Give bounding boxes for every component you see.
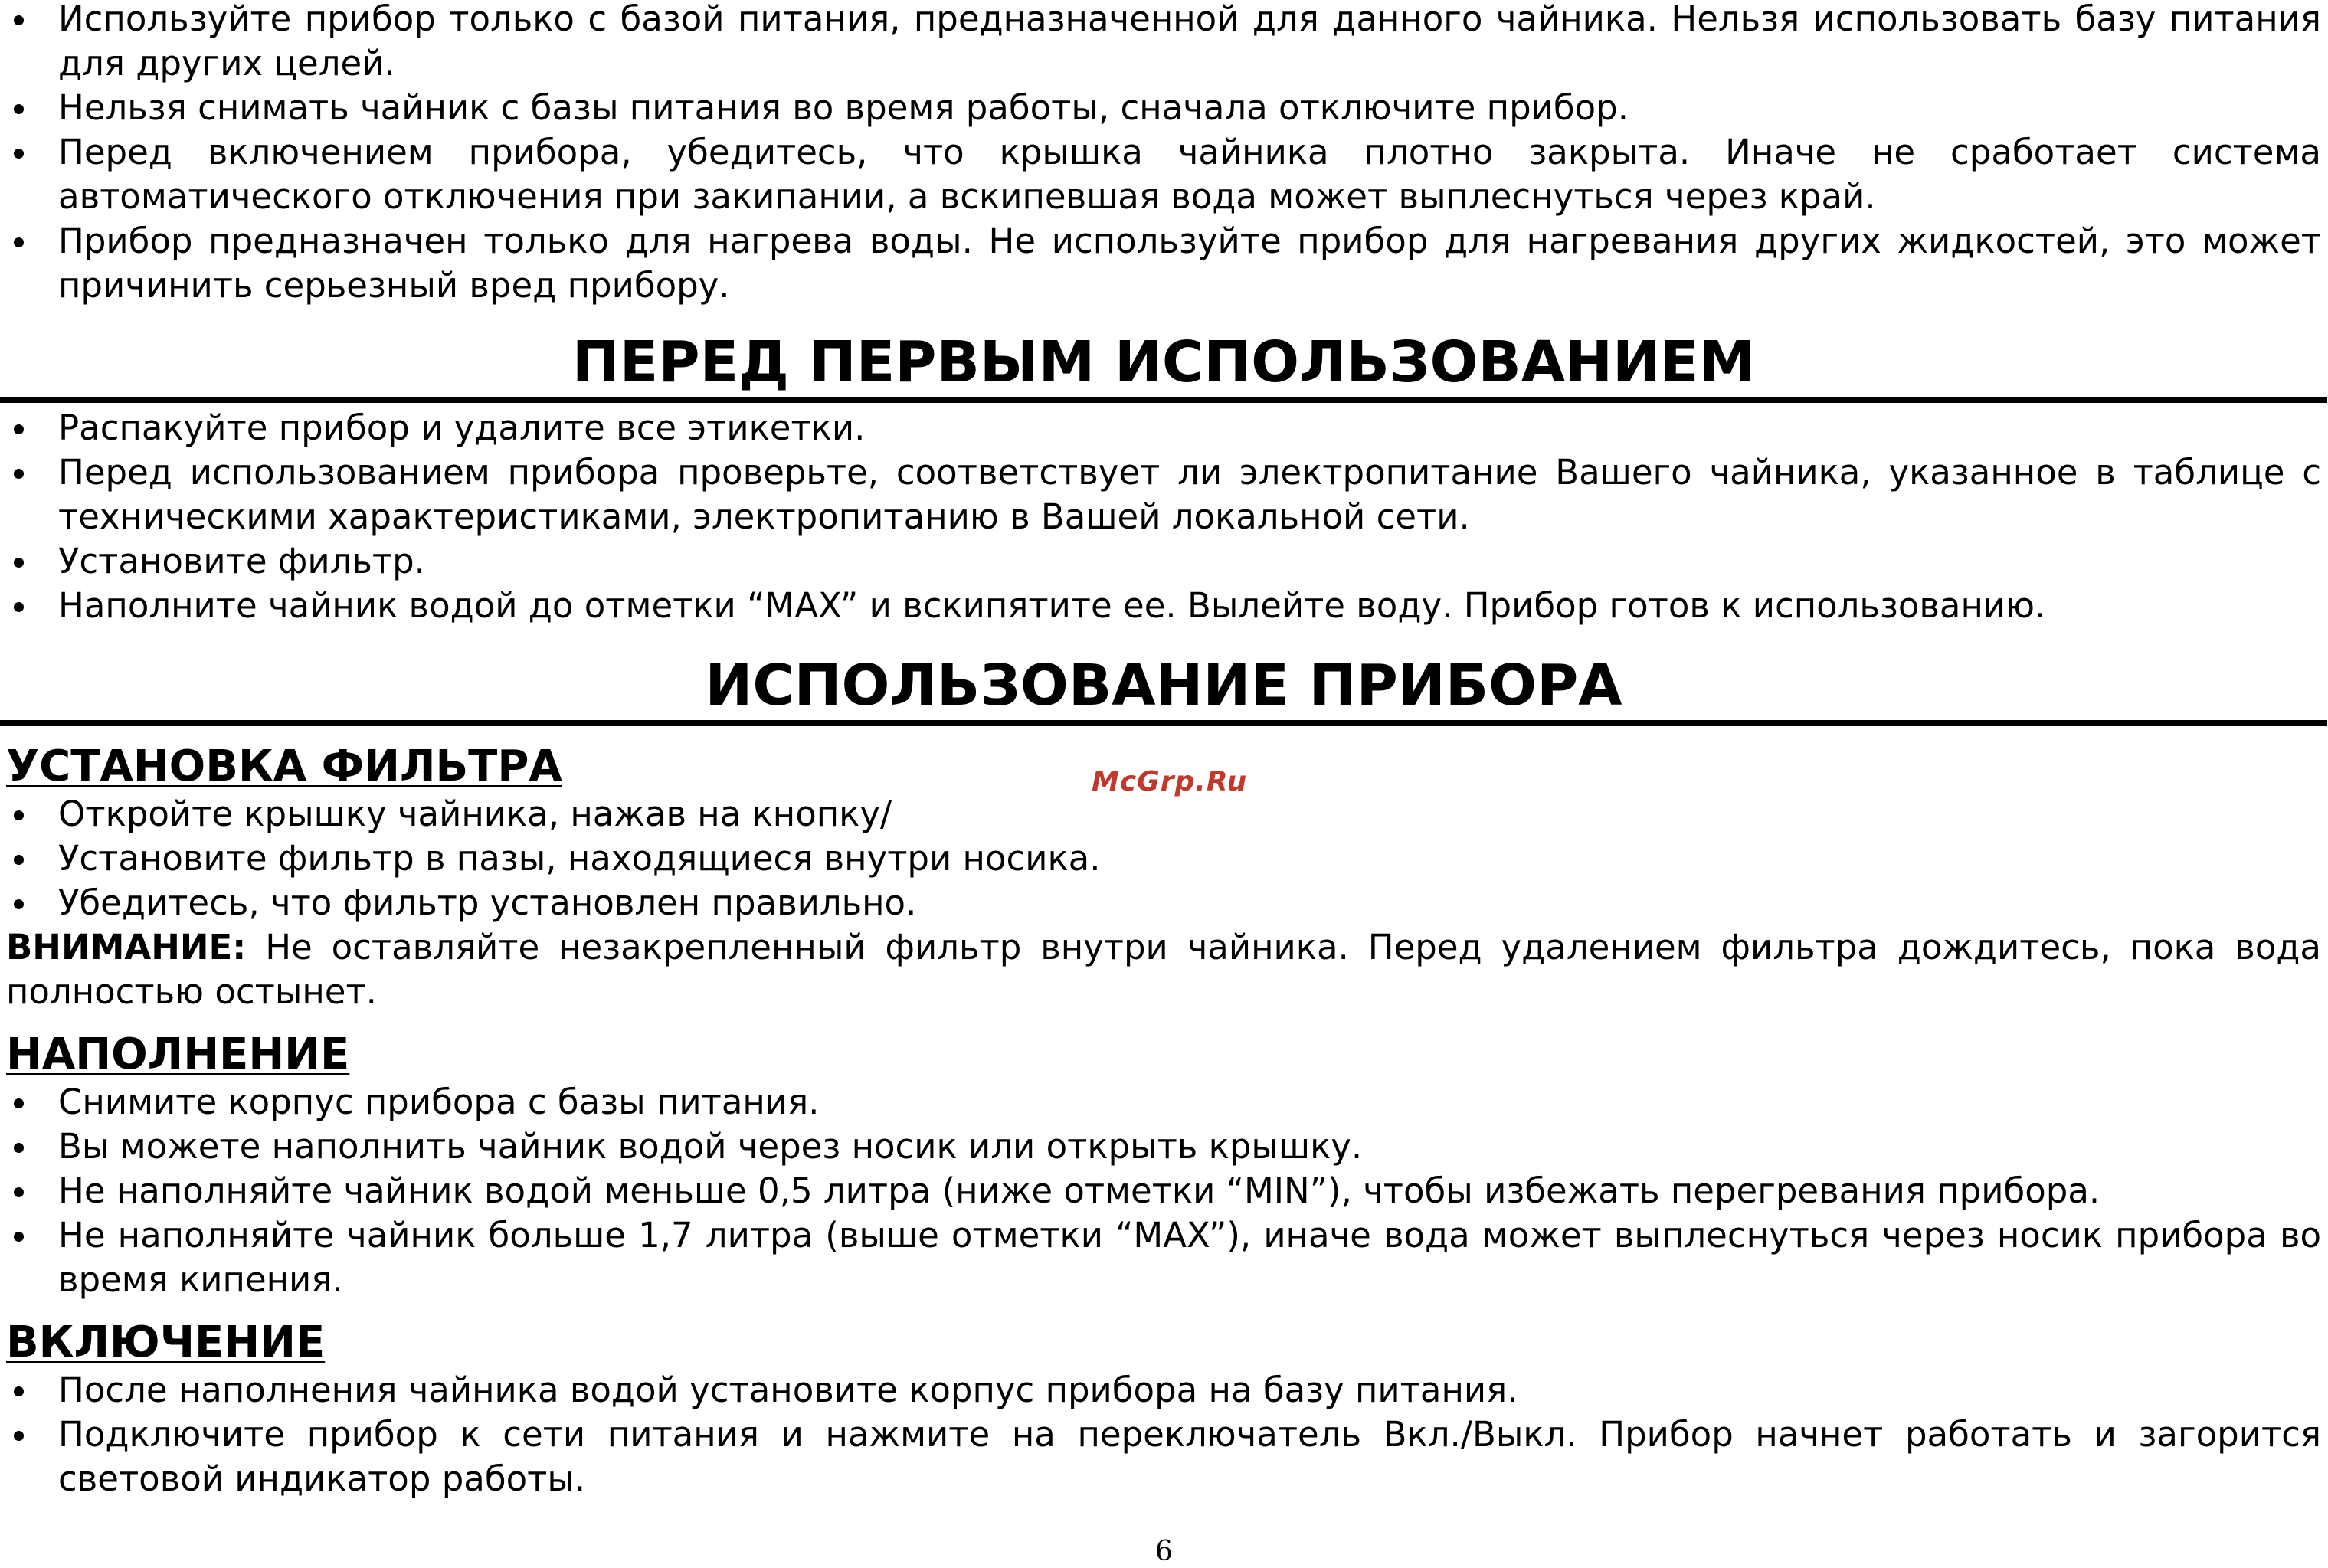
safety-list <box>6 0 2321 308</box>
switching-on-list <box>6 1368 2321 1501</box>
list-item: Установите фильтр. <box>6 539 2321 584</box>
list-item: Распакуйте прибор и удалите все этикетки. <box>6 406 2321 450</box>
page-content <box>6 0 2321 1501</box>
filling-list <box>6 1080 2321 1302</box>
filter-install-list <box>6 792 2321 925</box>
section-title-usage: ИСПОЛЬЗОВАНИЕ ПРИБОРА <box>705 653 1622 719</box>
list-item: Не наполняйте чайник водой меньше 0,5 литра (ниже отметки “MIN”), чтобы избежать перегревания прибора. <box>6 1169 2321 1213</box>
list-item: После наполнения чайника водой установите корпус прибора на базу питания. <box>6 1368 2321 1413</box>
list-item: Перед использованием прибора проверьте, соответствует ли электропитание Вашего чайника, указанное в таблице с техническими характеристиками, электропитанию в Вашей локальной сети. <box>6 450 2321 539</box>
warning-label: ВНИМАНИЕ: <box>6 927 247 967</box>
list-item: Откройте крышку чайника, нажав на кнопку/ <box>6 792 2321 836</box>
page-number: 6 <box>1155 1536 1173 1567</box>
before-first-use-list <box>6 406 2321 628</box>
list-item: Перед включением прибора, убедитесь, что крышка чайника плотно закрыта. Иначе не сработает система автоматического отключения при закипании, а вскипевшая вода может выплеснуться через край. <box>6 130 2321 219</box>
list-item: Прибор предназначен только для нагрева воды. Не используйте прибор для нагревания других жидкостей, это может причинить серьезный вред прибору. <box>6 219 2321 308</box>
list-item: Вы можете наполнить чайник водой через носик или открыть крышку. <box>6 1124 2321 1169</box>
list-item: Наполните чайник водой до отметки “MAX” и вскипятите ее. Вылейте воду. Прибор готов к использованию. <box>6 584 2321 628</box>
watermark-text: McGrp.Ru <box>1092 766 1248 797</box>
list-item: Используйте прибор только с базой питания, предназначенной для данного чайника. Нельзя использовать базу питания для других целей. <box>6 0 2321 86</box>
list-item: Не наполняйте чайник больше 1,7 литра (выше отметки “MAX”), иначе вода может выплеснуться через носик прибора во время кипения. <box>6 1213 2321 1302</box>
list-item: Нельзя снимать чайник с базы питания во время работы, сначала отключите прибор. <box>6 86 2321 130</box>
subheading-switching-on: ВКЛЮЧЕНИЕ <box>6 1318 326 1367</box>
warning-paragraph <box>6 925 2321 1014</box>
subheading-filling: НАПОЛНЕНИЕ <box>6 1030 350 1079</box>
section-divider <box>0 720 2327 726</box>
warning-text: Не оставляйте незакрепленный фильтр внутри чайника. Перед удалением фильтра дождитесь, пока вода полностью остынет. <box>6 927 2321 1012</box>
list-item: Снимите корпус прибора с базы питания. <box>6 1080 2321 1124</box>
list-item: Подключите прибор к сети питания и нажмите на переключатель Вкл./Выкл. Прибор начнет работать и загорится световой индикатор работы. <box>6 1413 2321 1501</box>
list-item: Установите фильтр в пазы, находящиеся внутри носика. <box>6 836 2321 881</box>
section-divider <box>0 397 2327 403</box>
subheading-filter-install: УСТАНОВКА ФИЛЬТРА <box>6 741 562 791</box>
list-item: Убедитесь, что фильтр установлен правильно. <box>6 881 2321 925</box>
section-title-before-first-use: ПЕРЕД ПЕРВЫМ ИСПОЛЬЗОВАНИЕМ <box>571 329 1756 395</box>
